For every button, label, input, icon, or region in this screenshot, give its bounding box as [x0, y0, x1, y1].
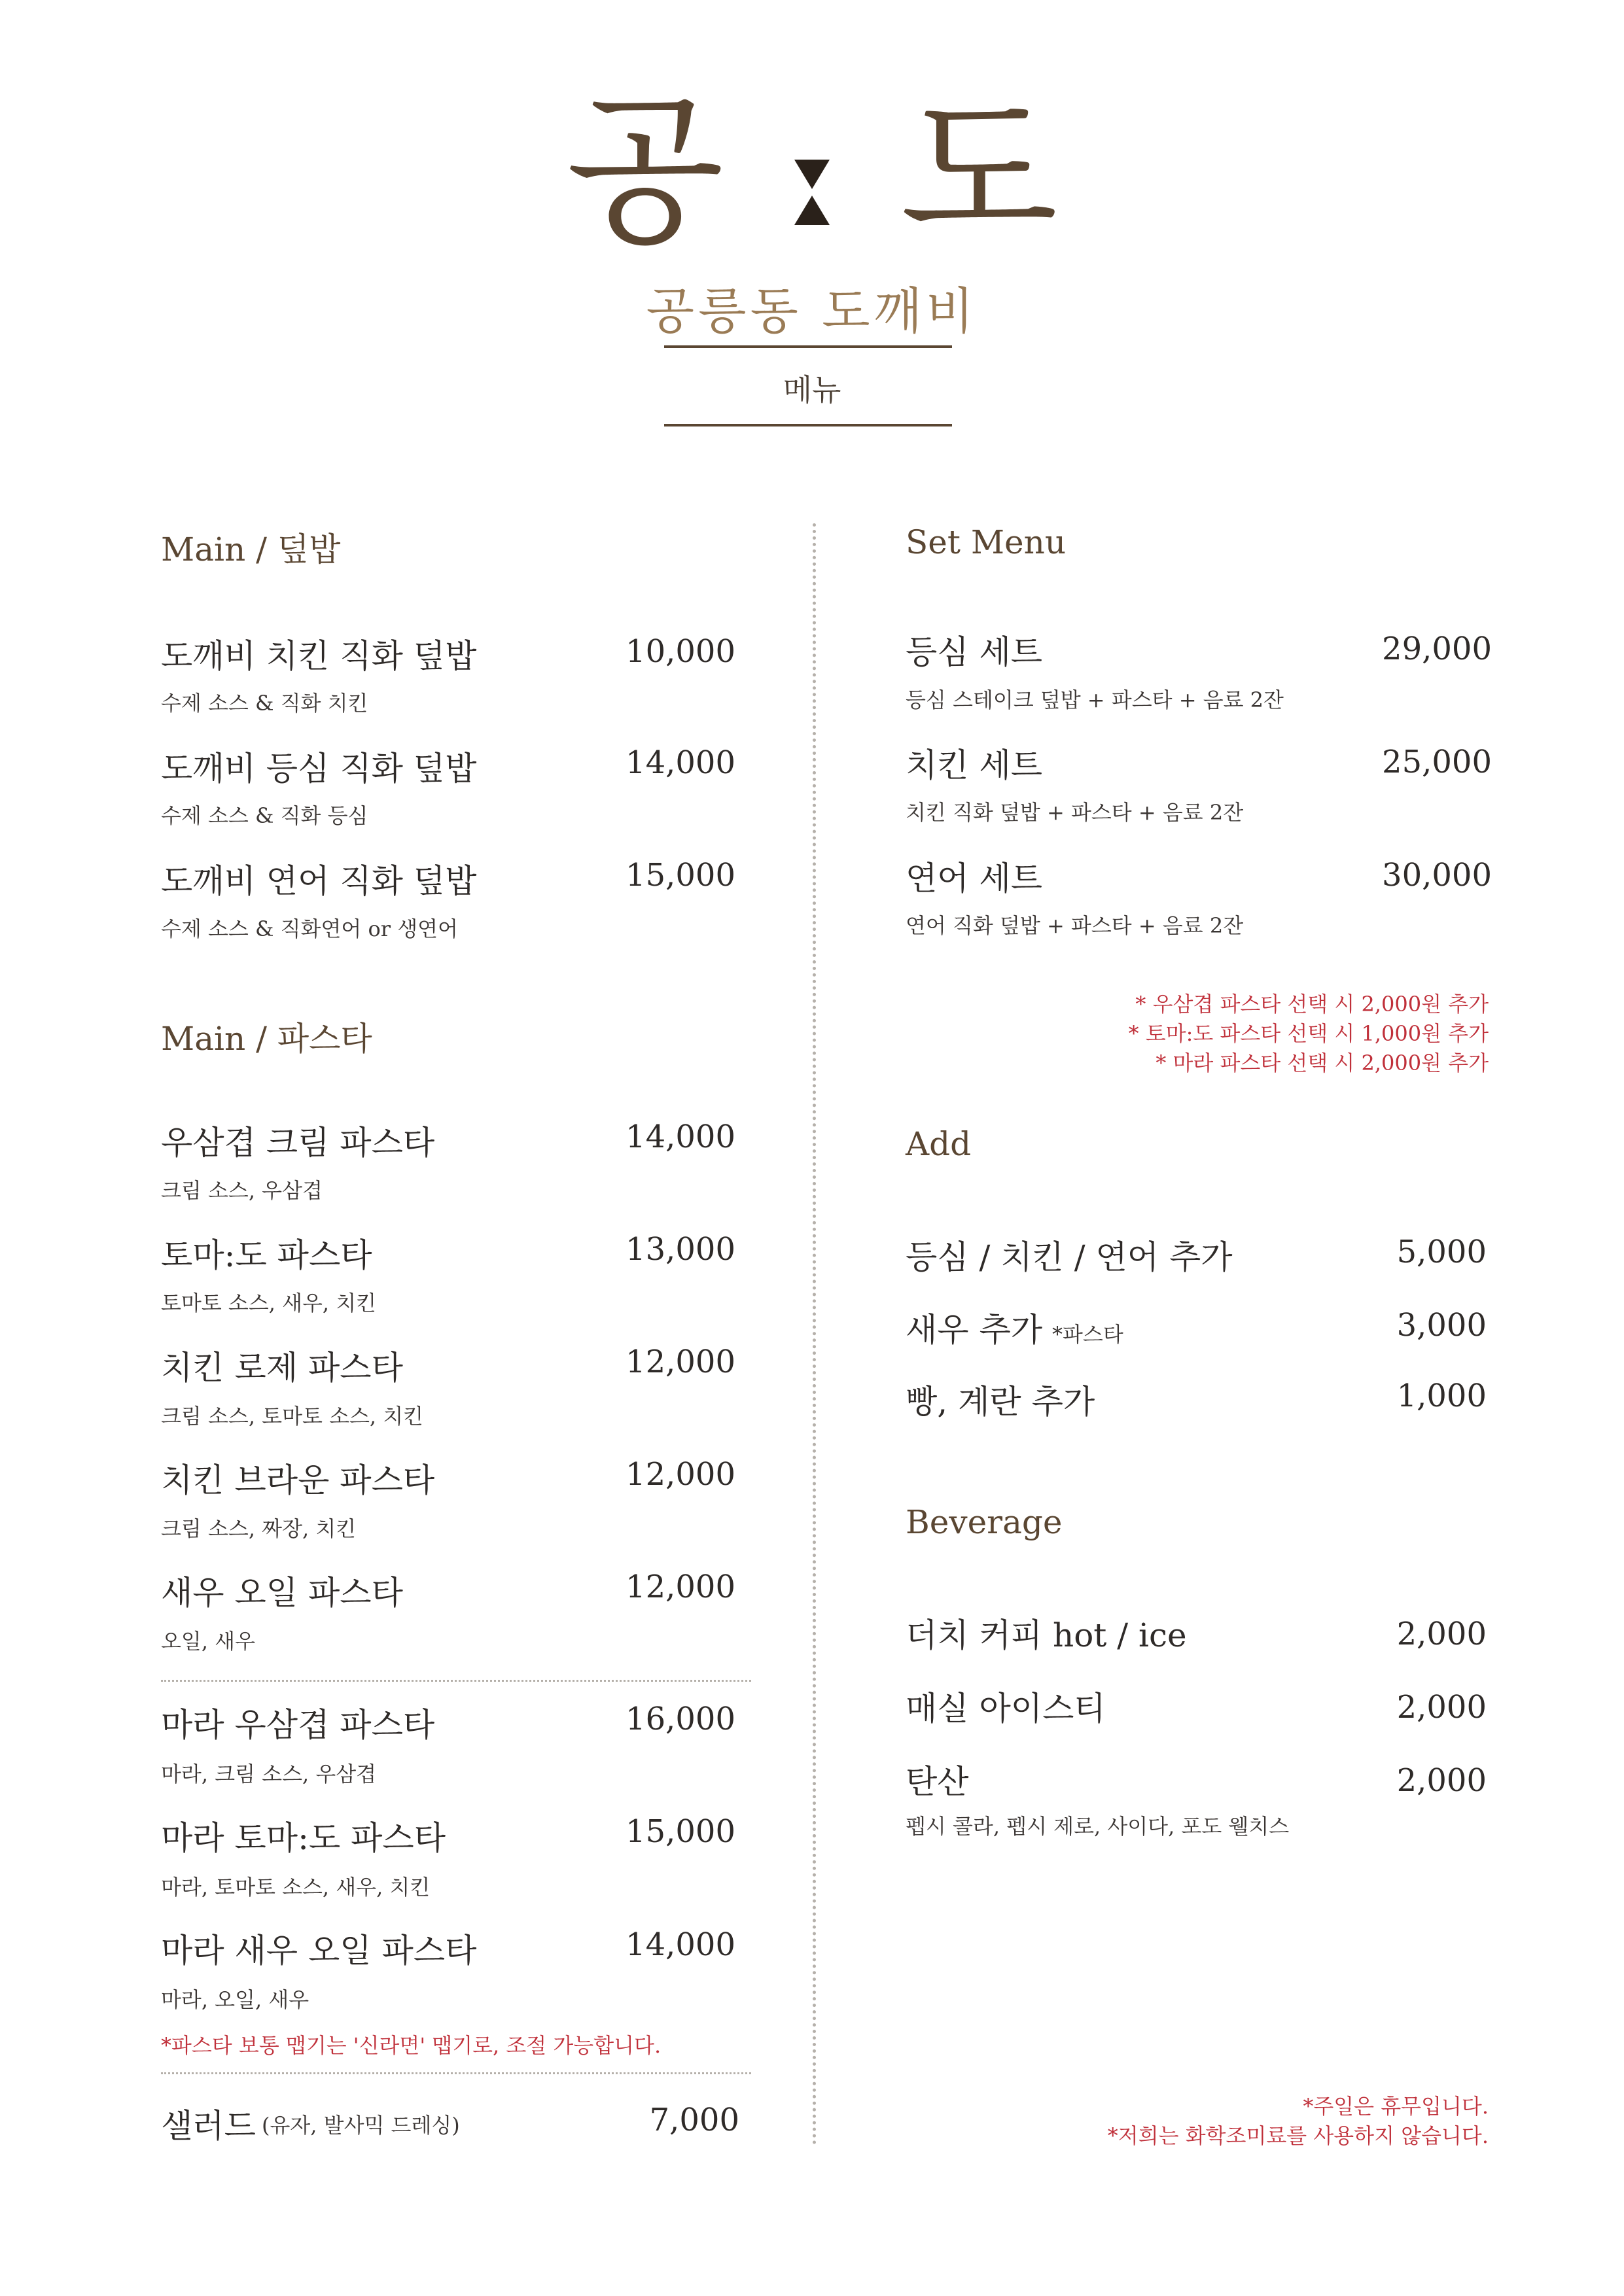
logo-separator-icon [789, 113, 835, 231]
item-description: 마라, 오일, 새우 [161, 1987, 309, 2012]
restaurant-subtitle: 공릉동 도깨비 [646, 282, 978, 340]
item-price: 15,000 [626, 857, 735, 894]
item-name: 토마:도 파스타 [161, 1236, 372, 1274]
item-price: 29,000 [1382, 631, 1492, 667]
item-name: 마라 토마:도 파스타 [161, 1819, 446, 1857]
item-description: 크림 소스, 우삼겹 [161, 1178, 323, 1203]
item-name: 우삼겹 크림 파스타 [161, 1124, 435, 1162]
item-price: 13,000 [626, 1231, 735, 1268]
item-price: 14,000 [626, 1926, 735, 1963]
item-name: 마라 새우 오일 파스타 [161, 1932, 477, 1970]
header-rule-bottom [664, 424, 952, 426]
item-name: 도깨비 연어 직화 덮밥 [161, 862, 477, 900]
item-price: 3,000 [1396, 1307, 1487, 1344]
footer-note: *주일은 휴무입니다. [1303, 2094, 1489, 2119]
section-separator [161, 1680, 751, 1682]
item-price: 16,000 [626, 1701, 735, 1737]
item-name: 탄산 [906, 1763, 969, 1801]
section-title-rice-bowl: Main / 덮밥 [161, 531, 341, 568]
item-name: 새우 추가 [906, 1311, 1043, 1349]
item-name: 치킨 로제 파스타 [161, 1349, 403, 1387]
spicy-level-note: *파스타 보통 맵기는 '신라면' 맵기로, 조절 가능합니다. [161, 2033, 662, 2058]
item-price: 5,000 [1396, 1234, 1487, 1270]
item-description: 마라, 토마토 소스, 새우, 치킨 [161, 1875, 431, 1900]
logo-left-char: 공 [566, 76, 724, 267]
item-price: 15,000 [626, 1813, 735, 1850]
item-price: 14,000 [626, 1119, 735, 1155]
item-name: 등심 / 치킨 / 연어 추가 [906, 1238, 1233, 1276]
item-description: 수제 소스 & 직화 등심 [161, 803, 368, 828]
item-name: 치킨 세트 [906, 746, 1043, 784]
section-title-set-menu: Set Menu [906, 523, 1067, 561]
item-name: 도깨비 등심 직화 덮밥 [161, 750, 477, 788]
item-price: 14,000 [626, 744, 735, 781]
set-note: * 우삼겹 파스타 선택 시 2,000원 추가 [1135, 992, 1489, 1017]
item-price: 12,000 [626, 1344, 735, 1380]
item-description: 수제 소스 & 직화 치킨 [161, 691, 368, 716]
item-description: 토마토 소스, 새우, 치킨 [161, 1291, 377, 1315]
item-price: 10,000 [626, 633, 735, 670]
item-name: 마라 우삼겹 파스타 [161, 1706, 435, 1744]
item-price: 30,000 [1382, 857, 1492, 894]
item-description: 크림 소스, 토마토 소스, 치킨 [161, 1404, 424, 1429]
item-name: 연어 세트 [906, 860, 1043, 897]
item-description: 연어 직화 덮밥 + 파스타 + 음료 2잔 [906, 913, 1244, 938]
item-name: 새우 오일 파스타 [161, 1574, 403, 1612]
item-description: 등심 스테이크 덮밥 + 파스타 + 음료 2잔 [906, 687, 1284, 712]
section-title-add: Add [906, 1125, 972, 1163]
item-name: 매실 아이스티 [906, 1690, 1106, 1728]
item-price: 1,000 [1396, 1378, 1487, 1414]
item-price: 12,000 [626, 1456, 735, 1493]
footer-note: *저희는 화학조미료를 사용하지 않습니다. [1107, 2123, 1489, 2148]
item-name: 등심 세트 [906, 633, 1043, 671]
section-title-pasta: Main / 파스타 [161, 1020, 372, 1058]
item-price: 2,000 [1396, 1762, 1487, 1799]
item-description: (유자, 발사믹 드레싱) [262, 2113, 460, 2138]
logo-right-char: 도 [900, 76, 1058, 267]
item-price: 2,000 [1396, 1616, 1487, 1652]
item-description: 수제 소스 & 직화연어 or 생연어 [161, 916, 458, 941]
menu-label: 메뉴 [783, 372, 841, 408]
item-price: 2,000 [1396, 1689, 1487, 1726]
header-rule-top [664, 345, 952, 348]
item-name: 치킨 브라운 파스타 [161, 1461, 435, 1499]
item-description: 마라, 크림 소스, 우삼겹 [161, 1762, 377, 1786]
logo [0, 76, 1624, 267]
item-name: 더치 커피 hot / ice [906, 1616, 1187, 1654]
item-description: 펩시 콜라, 펩시 제로, 사이다, 포도 웰치스 [906, 1814, 1290, 1839]
item-name: 샐러드 [161, 2107, 256, 2145]
item-description: 치킨 직화 덮밥 + 파스타 + 음료 2잔 [906, 800, 1244, 825]
item-tag: *파스타 [1052, 1322, 1123, 1347]
set-note: * 토마:도 파스타 선택 시 1,000원 추가 [1128, 1021, 1489, 1046]
item-price: 12,000 [626, 1569, 735, 1605]
item-name: 빵, 계란 추가 [906, 1383, 1095, 1421]
set-note: * 마라 파스타 선택 시 2,000원 추가 [1156, 1051, 1489, 1075]
section-title-beverage: Beverage [906, 1503, 1063, 1541]
item-name: 도깨비 치킨 직화 덮밥 [161, 637, 477, 675]
item-price: 7,000 [649, 2102, 739, 2138]
item-price: 25,000 [1382, 744, 1492, 780]
item-description: 크림 소스, 짜장, 치킨 [161, 1516, 357, 1541]
column-divider [813, 523, 816, 2146]
section-separator [161, 2072, 751, 2074]
item-description: 오일, 새우 [161, 1629, 255, 1654]
